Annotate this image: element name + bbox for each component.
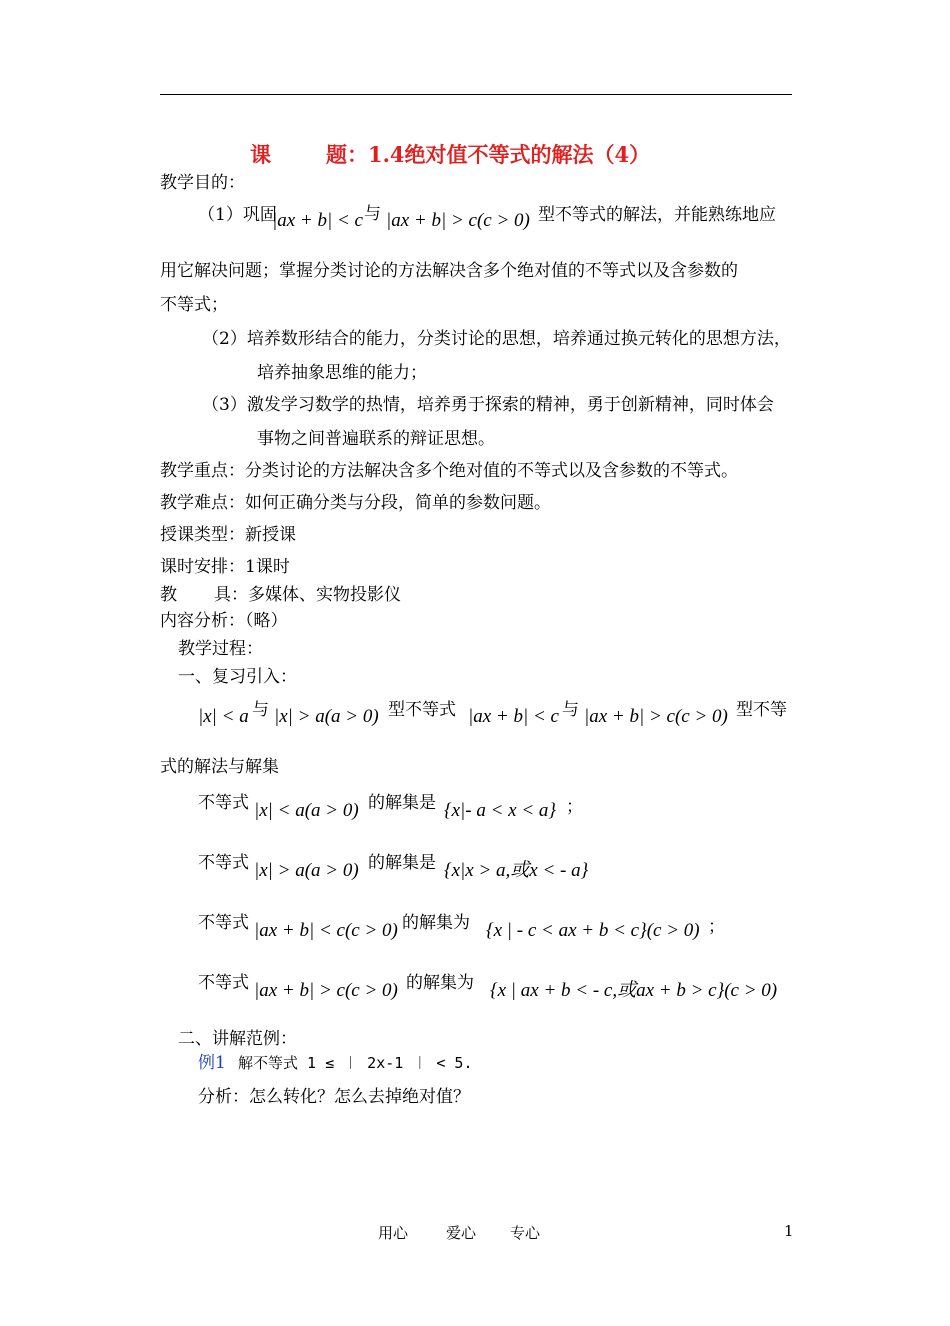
tools-label: 教 — [160, 585, 177, 605]
objective-1-formula-1: |ax + b| < c — [272, 210, 363, 231]
footer-motto-1: 用心 — [378, 1224, 409, 1242]
objective-2-line-1: （2）培养数形结合的能力，分类讨论的思想，培养通过换元转化的思想方法， — [202, 329, 791, 349]
set-1-solution: {x|- a < x < a} — [444, 800, 557, 821]
set-4-formula: |ax + b| > c(c > 0) — [254, 980, 398, 1001]
objective-1-suffix: 型不等式的解法，并能熟练地应 — [538, 205, 776, 225]
objective-1-line-2: 用它解决问题；掌握分类讨论的方法解决含多个绝对值的不等式以及含参数的 — [160, 261, 738, 281]
review-conj-1: 与 — [252, 700, 269, 720]
review-formula-2: |x| > a(a > 0) — [274, 706, 379, 727]
objective-3-line-2: 事物之间普遍联系的辩证思想。 — [257, 429, 495, 449]
process-heading: 教学过程： — [178, 639, 263, 659]
review-line-2: 式的解法与解集 — [160, 757, 279, 777]
review-conj-2: 与 — [562, 700, 579, 720]
set-3-solution: {x | - c < ax + b < c}(c > 0) — [486, 920, 700, 941]
footer-motto-2: 爱心 — [446, 1224, 477, 1242]
objective-3-line-1: （3）激发学习数学的热情，培养勇于探索的精神，勇于创新精神，同时体会 — [202, 395, 774, 415]
review-suffix: 型不等 — [736, 700, 787, 720]
objectives-heading: 教学目的： — [160, 173, 245, 193]
set-3-end: ； — [708, 917, 725, 937]
set-4-mid: 的解集为 — [406, 973, 474, 993]
set-4-solution: {x | ax + b < - c,或ax + b > c}(c > 0) — [490, 980, 778, 1001]
set-1-formula: |x| < a(a > 0) — [254, 800, 359, 821]
set-2-mid: 的解集是 — [368, 853, 436, 873]
section-2-heading: 二、讲解范例： — [178, 1029, 297, 1049]
set-1-label: 不等式 — [198, 793, 249, 813]
objective-2-line-2: 培养抽象思维的能力； — [257, 363, 427, 383]
review-formula-4: |ax + b| > c(c > 0) — [584, 706, 728, 727]
example-problem: 解不等式 1 ≤ ︱ 2x-1 ︱ < 5. — [238, 1054, 473, 1072]
review-formula-1: |x| < a — [198, 706, 249, 727]
page-title: 题：1.4绝对值不等式的解法（4） — [326, 142, 651, 167]
set-2-formula: |x| > a(a > 0) — [254, 860, 359, 881]
set-3-formula: |ax + b| < c(c > 0) — [254, 920, 398, 941]
title-prefix: 课 — [250, 142, 271, 167]
example-analysis: 分析：怎么转化？怎么去掉绝对值？ — [198, 1087, 470, 1107]
review-formula-3: |ax + b| < c — [468, 706, 559, 727]
set-1-mid: 的解集是 — [368, 793, 436, 813]
set-3-label: 不等式 — [198, 913, 249, 933]
content-analysis: 内容分析：（略） — [160, 611, 288, 631]
header-rule — [160, 94, 792, 95]
key-points: 教学重点：分类讨论的方法解决含多个绝对值的不等式以及含参数的不等式。 — [160, 461, 738, 481]
set-1-end: ； — [566, 797, 583, 817]
set-2-solution: {x|x > a,或x < - a} — [444, 860, 589, 881]
objective-1-formula-2: |ax + b| > c(c > 0) — [386, 210, 530, 231]
page-number: 1 — [784, 1222, 794, 1240]
review-mid: 型不等式 — [388, 700, 456, 720]
difficulties: 教学难点：如何正确分类与分段，简单的参数问题。 — [160, 493, 551, 513]
set-4-label: 不等式 — [198, 973, 249, 993]
objective-1-conj: 与 — [364, 204, 381, 224]
lesson-type: 授课类型：新授课 — [160, 525, 296, 545]
objective-1-line-3: 不等式； — [160, 295, 228, 315]
set-2-label: 不等式 — [198, 853, 249, 873]
section-1-heading: 一、复习引入： — [178, 667, 297, 687]
tools-value: 具：多媒体、实物投影仪 — [214, 585, 401, 605]
footer-motto-3: 专心 — [510, 1224, 541, 1242]
set-3-mid: 的解集为 — [402, 913, 470, 933]
lesson-hours: 课时安排：1课时 — [160, 557, 290, 577]
example-label: 例1 — [198, 1053, 226, 1073]
objective-1-prefix: （1）巩固 — [198, 205, 277, 225]
